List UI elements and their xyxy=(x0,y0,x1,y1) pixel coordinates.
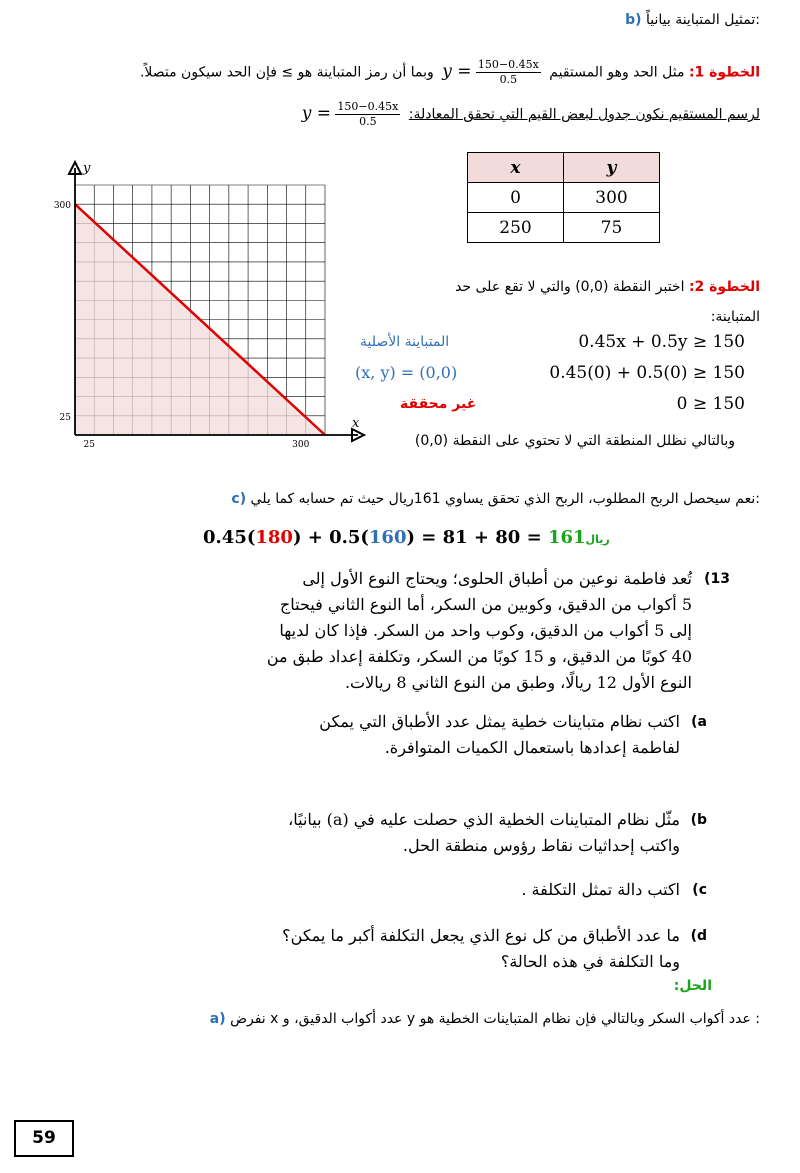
step2-label: الخطوة 2: xyxy=(688,279,760,295)
part-c-equation xyxy=(203,527,610,548)
step2-line xyxy=(380,272,760,302)
step1-line xyxy=(0,58,760,87)
values-table-row xyxy=(468,213,660,243)
question-line: النوع الأول 12 ريالًا، وطبق من النوع الثاني 8 ريالات. xyxy=(344,673,692,692)
step2-text-b: المتباينة: xyxy=(710,309,760,325)
page-number: 59 xyxy=(14,1120,74,1157)
step1-label: الخطوة 1: xyxy=(688,64,760,81)
check-row xyxy=(355,330,745,361)
y-tick-label: 300 xyxy=(53,201,71,212)
check-row-note: المتباينة الأصلية xyxy=(360,334,450,350)
x-tick-label: 25 xyxy=(83,440,95,450)
check-rows xyxy=(355,330,745,423)
question-line: اكتب دالة تمثل التكلفة . xyxy=(521,880,680,899)
intro-fraction xyxy=(335,100,400,129)
fraction-numerator: 150−0.45x xyxy=(477,58,539,71)
question-part-c-marker: c) xyxy=(692,882,707,898)
check-row-note: غير محققة xyxy=(400,396,477,412)
check-row xyxy=(355,392,745,423)
step1-equation xyxy=(442,58,541,87)
check-row-note: (x, y) = (0,0) xyxy=(355,363,458,382)
question-line: وما التكلفة في هذه الحالة؟ xyxy=(500,952,680,971)
question-line: لفاطمة إعدادها باستعمال الكميات المتوافرة. xyxy=(384,738,680,757)
eq-part: ) = 81 + 80 = xyxy=(406,527,548,548)
question-line: واكتب إحداثيات نقاط رؤوس منطقة الحل. xyxy=(402,836,680,855)
values-cell: 75 xyxy=(564,213,660,243)
table-intro-equation xyxy=(302,100,401,129)
check-row xyxy=(355,361,745,392)
conclusion-text: وبالتالي نظلل المنطقة التي لا تحتوي على النقطة (0,0) xyxy=(414,433,735,449)
fraction-denominator: 0.5 xyxy=(499,72,518,86)
solution-a-line xyxy=(20,1011,760,1027)
solution-a-marker: a) xyxy=(209,1011,226,1027)
values-table-header xyxy=(468,153,660,183)
intro-fraction-denominator: 0.5 xyxy=(359,114,377,128)
eq-part: 0.45( xyxy=(203,527,256,548)
step1-fraction xyxy=(476,58,541,87)
step1-eq-lhs: y = xyxy=(442,61,472,82)
question-part-a-marker: a) xyxy=(691,714,707,730)
x-tick-label: 300 xyxy=(292,440,310,450)
eq-part: ) + 0.5( xyxy=(292,527,369,548)
step2-block xyxy=(380,272,760,332)
question-line: مثّل نظام المتباينات الخطية الذي حصلت عليه في (a) بيانيًا، xyxy=(288,810,680,829)
eq-x-value: 180 xyxy=(255,527,293,548)
check-row-math: 0 ≥ 150 xyxy=(676,394,745,414)
x-axis-label: x xyxy=(352,416,360,431)
table-intro-text: لرسم المستقيم نكون جدول لبعض القيم التي تحقق المعادلة: xyxy=(408,106,760,123)
part-b-title: تمثيل المتباينة بيانياً: xyxy=(645,12,760,28)
table-intro-line xyxy=(20,100,760,129)
solution-label: الحل: xyxy=(673,978,712,994)
step1-text-b: وبما أن رمز المتباينة هو ≥ فإن الحد سيكون متصلاً. xyxy=(139,64,434,81)
question-line: اكتب نظام متباينات خطية يمثل عدد الأطباق التي يمكن xyxy=(319,712,680,731)
eq-result: 161 xyxy=(547,527,586,548)
intro-eq-lhs: y = xyxy=(301,103,331,124)
y-tick-label: 25 xyxy=(59,412,71,423)
eq-y-value: 160 xyxy=(368,527,407,548)
question-line: 5 أكواب من الدقيق، وكوبين من السكر، أما النوع الثاني فيحتاج xyxy=(279,595,692,614)
values-cell: 250 xyxy=(468,213,564,243)
question-line: 40 كوبًا من الدقيق، و 15 كوبًا من السكر، وتكلفة إعداد طبق من xyxy=(266,647,692,666)
step1-text-a: مثل الحد وهو المستقيم xyxy=(549,64,685,81)
question-number: 13) xyxy=(704,571,730,587)
values-header-y: y xyxy=(564,153,660,183)
question-part-a xyxy=(120,709,707,761)
question-part-d xyxy=(120,923,707,975)
part-b-heading xyxy=(20,12,760,28)
question-part-b-marker: b) xyxy=(690,812,707,828)
values-table xyxy=(467,152,660,243)
question-line: تُعد فاطمة نوعين من أطباق الحلوى؛ ويحتاج النوع الأول إلى xyxy=(302,569,692,588)
values-header-x: x xyxy=(468,153,564,183)
question-part-b xyxy=(120,807,707,859)
question-line: ما عدد الأطباق من كل نوع الذي يجعل التكلفة أكبر ما يمكن؟ xyxy=(282,926,680,945)
question-line: إلى 5 أكواب من الدقيق، وكوب واحد من السكر. فإذا كان لديها xyxy=(279,621,692,640)
inequality-graph xyxy=(40,160,370,470)
check-row-math: 0.45(0) + 0.5(0) ≥ 150 xyxy=(549,363,745,383)
intro-fraction-numerator: 150−0.45x xyxy=(337,100,399,113)
step2-text: اختبر النقطة (0,0) والتي لا تقع على حد xyxy=(455,279,685,295)
question-13 xyxy=(112,566,730,696)
question-part-d-marker: d) xyxy=(690,928,707,944)
check-row-math: 0.45x + 0.5y ≥ 150 xyxy=(578,332,745,352)
solution-a-text: نفرض x عدد أكواب الدقيق، و y عدد أكواب السكر وبالتالي فإن نظام المتباينات الخطية هو : xyxy=(230,1011,760,1027)
part-c-line xyxy=(20,491,760,507)
values-cell: 300 xyxy=(564,183,660,213)
part-c-text: نعم سيحصل الربح المطلوب، الربح الذي تحقق يساوي 161ريال حيث تم حسابه كما يلي: xyxy=(250,491,760,507)
question-part-c xyxy=(120,877,707,903)
y-axis-label: y xyxy=(83,161,91,176)
values-cell: 0 xyxy=(468,183,564,213)
eq-unit: ريال xyxy=(585,533,610,546)
part-c-marker: c) xyxy=(231,491,247,507)
values-table-row xyxy=(468,183,660,213)
part-b-marker: b) xyxy=(625,12,642,28)
